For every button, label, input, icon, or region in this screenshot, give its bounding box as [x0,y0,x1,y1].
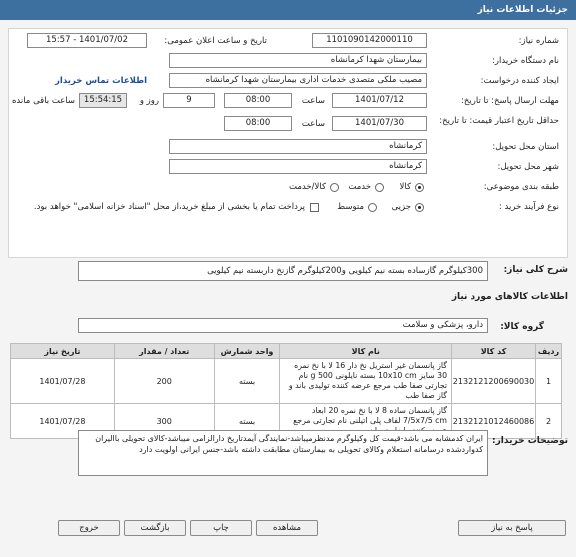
treasury-note: پرداخت تمام یا بخشی از مبلغ خرید،از محل "اسناد خزانه اسلامی" خواهد بود. [33,202,305,212]
buyer-notes-field: ایران کدمشابه می باشد-قیمت کل وکیلوگرم مدنظرمیباشد-نمایندگی آیمدتاریخ دارالزامی میباشد-کالای تحویلی باالیران کدواردشده درسامانه استعلام وکالای تحویلی به بیمارستان مطابقت داشته باشد-جنس ایرانی اولویت دارد [78,430,488,476]
buyer-org-label: نام دستگاه خریدار: [492,56,559,66]
price-validity-time: 08:00 [224,116,292,131]
goods-qty: 300 [114,404,214,439]
process-medium-label: متوسط [337,202,364,212]
province-field: کرمانشاه [169,139,427,154]
requester-label: ایجاد کننده درخواست: [480,76,559,86]
goods-section-title: اطلاعات کالاهای مورد نیاز [451,292,568,302]
row-number: 1 [536,359,562,404]
goods-unit: بسته [214,404,280,439]
requester-field: مصیب ملکی متصدی خدمات اداری بیمارستان شهدا کرمانشاه [169,73,427,88]
process-medium-radio[interactable] [368,203,377,212]
buyer-org-field: بیمارستان شهدا کرمانشاه [169,53,427,68]
need-number-label: شماره نیاز: [518,36,559,46]
category-label: طبقه بندی موضوعی: [483,182,559,192]
goods-date: 1401/07/28 [11,404,115,439]
treasury-checkbox[interactable] [310,203,319,212]
table-header-row [11,344,562,359]
goods-date: 1401/07/28 [11,359,115,404]
city-label: شهر محل تحویل: [497,162,559,172]
price-time-label: ساعت [301,119,325,129]
category-both-label: کالا/خدمت [289,182,326,192]
goods-name: گاز پانسمان ساده 8 لا با نخ نمره 20 ابعاد 7/5x7/5 cm لفاف پلی اتیلنی نام تجارتی مرجع [280,404,452,439]
remaining-time-label: ساعت باقی مانده [11,96,75,106]
goods-name: گاز پانسمان غیر استریل نخ دار 16 لا با نخ نمره 30 سایز 10x10 cm بسته نایلونی 500 g نام تجارتی صفا طب مرجع عرضه کننده تولیدی باند و گاز صفا طب [280,359,452,404]
category-goods-radio[interactable] [415,183,424,192]
col-qty: تعداد / مقدار [114,344,214,359]
need-details-panel [8,28,568,258]
remaining-time: 15:54:15 [79,93,127,108]
process-type-label: نوع فرآیند خرید : [498,202,559,212]
days-label: روز و [139,96,159,106]
summary-label: شرح کلی نیاز: [503,265,568,275]
price-validity-date: 1401/07/30 [332,116,427,131]
goods-code: 2132121012460086 [452,404,536,439]
announce-datetime-label: تاریخ و ساعت اعلان عمومی: [164,36,267,46]
reply-deadline-time: 08:00 [224,93,292,108]
page-title: جزئیات اطلاعات نیاز [0,0,576,20]
reply-time-label: ساعت [301,96,325,106]
col-unit: واحد شمارش [214,344,280,359]
process-minor-radio[interactable] [415,203,424,212]
goods-table [10,343,562,439]
print-button[interactable]: چاپ [190,520,252,536]
col-date: تاریخ نیاز [11,344,115,359]
need-number-field: 1101090142000110 [312,33,427,48]
back-button[interactable]: بازگشت [124,520,186,536]
goods-group-field: دارو، پزشکی و سلامت [78,318,488,333]
reply-button[interactable]: پاسخ به نیاز [458,520,566,536]
goods-code: 2132121200690030 [452,359,536,404]
price-validity-label: حداقل تاریخ اعتبار قیمت: تا تاریخ: [439,116,559,126]
goods-qty: 200 [114,359,214,404]
process-minor-label: جزیی [391,202,411,212]
category-goods-label: کالا [399,182,411,192]
reply-deadline-date: 1401/07/12 [332,93,427,108]
remaining-days: 9 [163,93,215,108]
buyer-contact-link[interactable]: اطلاعات تماس خریدار [55,76,147,86]
row-number: 2 [536,404,562,439]
announce-datetime-field: 1401/07/02 - 15:57 [27,33,147,48]
category-both-radio[interactable] [330,183,339,192]
col-row: ردیف [536,344,562,359]
col-code: کد کالا [452,344,536,359]
table-row[interactable] [11,359,562,404]
category-service-radio[interactable] [375,183,384,192]
goods-unit: بسته [214,359,280,404]
exit-button[interactable]: خروج [58,520,120,536]
reply-deadline-label: مهلت ارسال پاسخ: تا تاریخ: [461,96,559,106]
col-name: نام کالا [280,344,452,359]
summary-field: 300کیلوگرم گازساده بسته نیم کیلویی و200کیلوگرم گازنخ داربسته نیم کیلویی [78,261,488,281]
province-label: استان محل تحویل: [492,142,559,152]
buyer-notes-label: توضیحات خریدار: [492,436,568,446]
category-service-label: خدمت [348,182,371,192]
city-field: کرمانشاه [169,159,427,174]
goods-group-label: گروه کالا: [500,322,544,332]
view-button[interactable]: مشاهده [256,520,318,536]
